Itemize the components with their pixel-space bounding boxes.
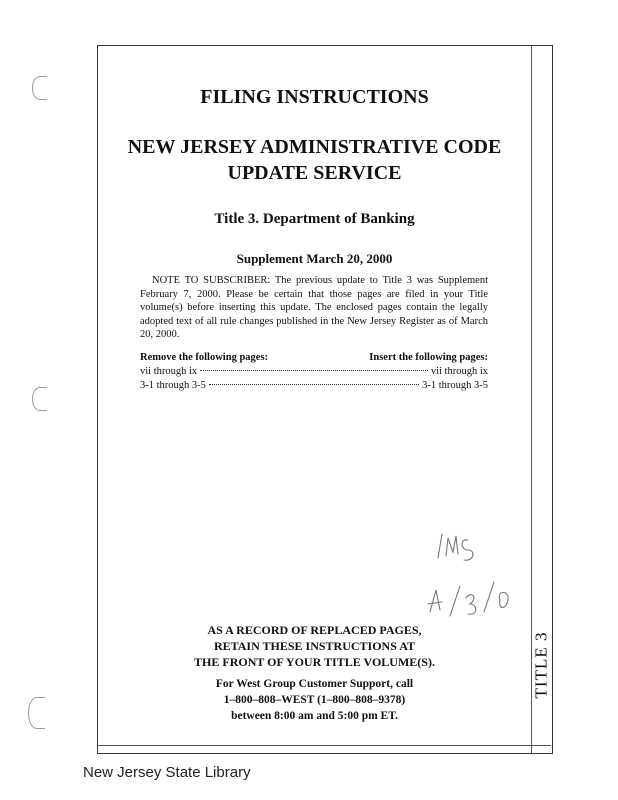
customer-support [98,676,531,724]
code-title [98,134,531,186]
record-line1: AS A RECORD OF REPLACED PAGES, [207,623,422,637]
pages-table-header [140,352,488,363]
insert-pages: vii through ix [430,366,488,377]
punch-hole-icon [32,387,47,411]
table-row [140,380,488,391]
dot-leader [200,370,428,371]
punch-hole-icon [28,697,45,729]
insert-header: Insert the following pages: [369,352,488,363]
record-line3: THE FRONT OF YOUR TITLE VOLUME(S). [194,655,435,669]
dot-leader [209,384,419,385]
bottom-rule [97,745,551,746]
page-heading: FILING INSTRUCTIONS [200,86,429,108]
record-instructions [98,622,531,670]
title-tab-label [527,620,555,710]
support-line3: between 8:00 am and 5:00 pm ET. [231,710,398,722]
remove-pages: 3-1 through 3-5 [140,380,206,391]
code-title-line1: NEW JERSEY ADMINISTRATIVE CODE [127,136,502,158]
record-line2: RETAIN THESE INSTRUCTIONS AT [213,639,416,653]
punch-hole-icon [32,76,47,100]
title-tab-text: TITLE 3 [531,631,551,699]
code-title-line2: UPDATE SERVICE [227,162,402,184]
title-line: Title 3. Department of Banking [214,211,415,227]
supplement-date: Supplement March 20, 2000 [236,251,393,266]
remove-pages: vii through ix [140,366,198,377]
support-line2: 1–800–808–WEST (1–800–808–9378) [223,694,406,706]
subscriber-note: NOTE TO SUBSCRIBER: The previous update to Title 3 was Supplement February 7, 2000. Please be certain that those pages are filed in your Title volume(s) before inserting this update. The enclosed pages contain the legally adopted text of all rule changes published in the New Jersey Register as of March 20, 2000. [140,275,488,340]
library-watermark: New Jersey State Library [83,764,251,781]
remove-header: Remove the following pages: [140,352,269,363]
insert-pages: 3-1 through 3-5 [422,380,488,391]
handwritten-initials-icon [420,520,520,630]
support-line1: For West Group Customer Support, call [215,678,414,690]
table-row [140,366,488,377]
